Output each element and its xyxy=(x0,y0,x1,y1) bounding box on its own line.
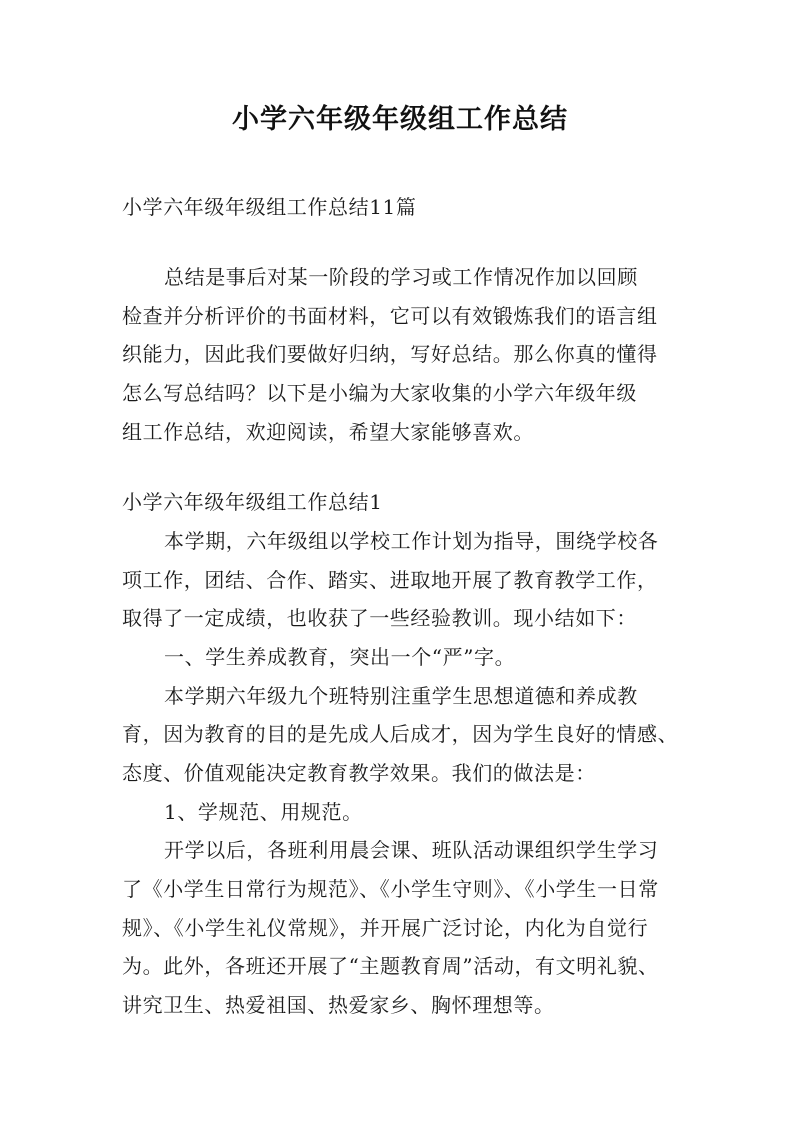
paragraph-line: 了《小学生日常行为规范》、《小学生守则》、《小学生一日常 xyxy=(122,877,659,901)
subheading-one: 一、学生养成教育，突出一个“严”字。 xyxy=(164,645,516,669)
paragraph-line: 本学期，六年级组以学校工作计划为指导，围绕学校各 xyxy=(164,529,659,553)
list-item-one: 1、学规范、用规范。 xyxy=(164,800,363,824)
intro-line: 组工作总结，欢迎阅读，希望大家能够喜欢。 xyxy=(122,420,534,444)
paragraph-line: 规》、《小学生礼仪常规》，并开展广泛讨论，内化为自觉行 xyxy=(122,916,649,940)
intro-line: 总结是事后对某一阶段的学习或工作情况作加以回顾 xyxy=(164,265,638,289)
paragraph-line: 育，因为教育的目的是先成人后成才，因为学生良好的情感、 xyxy=(122,722,679,746)
paragraph-line: 本学期六年级九个班特别注重学生思想道德和养成教 xyxy=(164,684,638,708)
paragraph-line: 开学以后，各班利用晨会课、班队活动课组织学生学习 xyxy=(164,838,659,862)
intro-line: 织能力，因此我们要做好归纳，写好总结。那么你真的懂得 xyxy=(122,342,658,366)
paragraph-line: 项工作，团结、合作、踏实、进取地开展了教育教学工作， xyxy=(122,568,658,592)
paragraph-line: 为。此外，各班还开展了“主题教育周”活动，有文明礼貌、 xyxy=(122,954,659,978)
paragraph-line: 态度、价值观能决定教育教学效果。我们的做法是： xyxy=(122,761,596,785)
document-title: 小学六年级年级组工作总结 xyxy=(232,104,568,135)
section-heading: 小学六年级年级组工作总结1 xyxy=(122,490,383,514)
document-subtitle: 小学六年级年级组工作总结11篇 xyxy=(122,195,417,219)
paragraph-line: 取得了一定成绩，也收获了一些经验教训。现小结如下： xyxy=(122,606,637,630)
paragraph-line: 讲究卫生、热爱祖国、热爱家乡、胸怀理想等。 xyxy=(122,993,555,1017)
intro-line: 怎么写总结吗？以下是小编为大家收集的小学六年级年级 xyxy=(122,381,637,405)
intro-line: 检查并分析评价的书面材料，它可以有效锻炼我们的语言组 xyxy=(122,304,658,328)
